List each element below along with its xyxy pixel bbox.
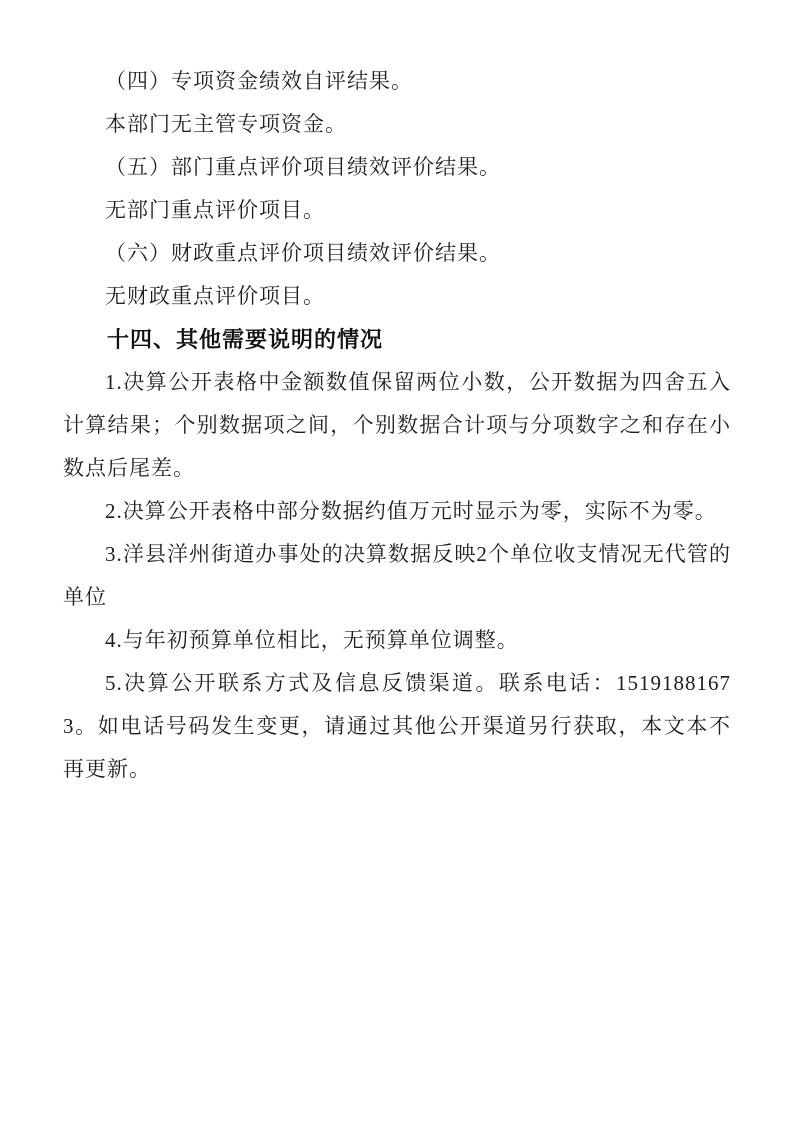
paragraph-fiscal-key-eval-title: （六）财政重点评价项目绩效评价结果。 [105, 241, 501, 265]
note-item-3: 3.洋县洋州街道办事处的决算数据反映2个单位收支情况无代管的单位 [63, 542, 731, 609]
note-item-4: 4.与年初预算单位相比，无预算单位调整。 [105, 628, 519, 652]
note-item-1: 1.决算公开表格中金额数值保留两位小数，公开数据为四舍五入计算结果；个别数据项之间，个别数据合计项与分项数字之和存在小数点后尾差。 [63, 370, 731, 480]
paragraph-dept-key-eval-body: 无部门重点评价项目。 [105, 198, 325, 222]
paragraph-special-fund-eval-body: 本部门无主管专项资金。 [105, 112, 347, 136]
paragraph-dept-key-eval-title: （五）部门重点评价项目绩效评价结果。 [105, 155, 501, 179]
note-item-5-contact: 5.决算公开联系方式及信息反馈渠道。联系电话：15191881673。如电话号码发生变更，请通过其他公开渠道另行获取，本文本不再更新。 [63, 671, 731, 781]
section-heading-other-notes: 十四、其他需要说明的情况 [107, 327, 384, 352]
paragraph-special-fund-eval-title: （四）专项资金绩效自评结果。 [105, 69, 413, 93]
paragraph-fiscal-key-eval-body: 无财政重点评价项目。 [105, 284, 325, 308]
note-item-2: 2.决算公开表格中部分数据约值万元时显示为零，实际不为零。 [105, 499, 717, 523]
